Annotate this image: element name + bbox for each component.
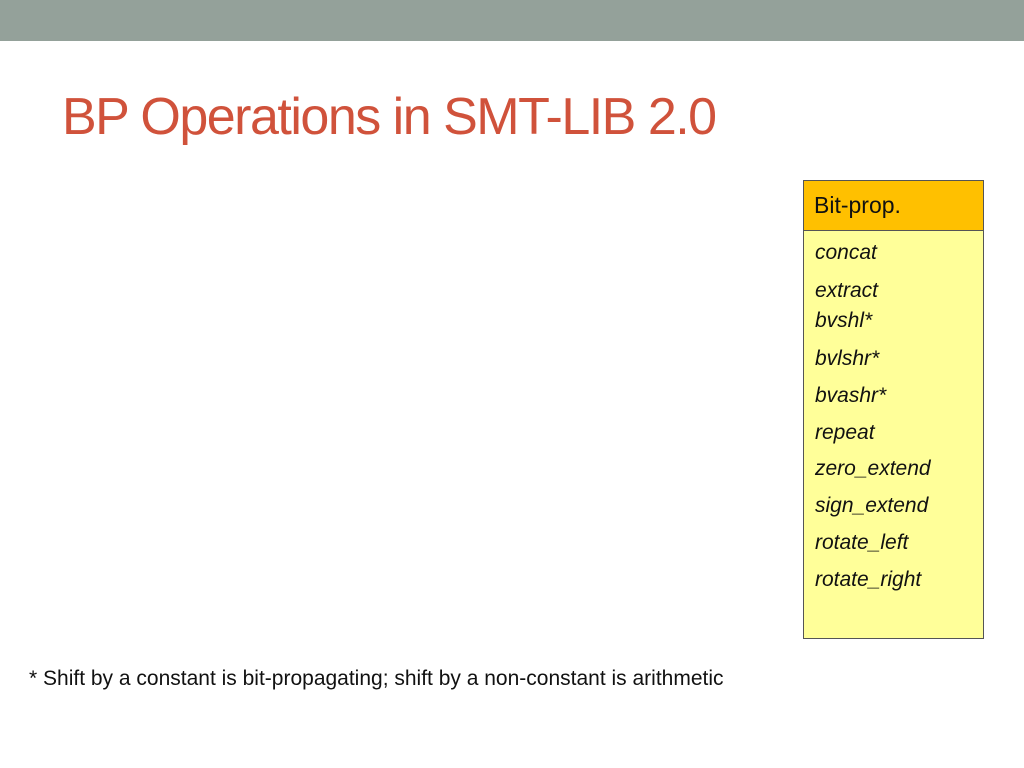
- operation-item: rotate_left: [815, 531, 909, 554]
- operation-item: bvshl*: [815, 309, 873, 332]
- slide-title: BP Operations in SMT-LIB 2.0: [62, 88, 716, 146]
- operation-item: bvlshr*: [815, 347, 880, 370]
- top-accent-bar: [0, 0, 1024, 41]
- bit-prop-table: [803, 180, 984, 639]
- operation-item: extract: [815, 279, 879, 302]
- operation-item: zero_extend: [815, 457, 931, 480]
- operation-item: rotate_right: [815, 568, 922, 591]
- table-header: Bit-prop.: [804, 181, 983, 231]
- operation-item: repeat: [815, 421, 875, 444]
- operation-item: concat: [815, 241, 877, 264]
- operation-item: bvashr*: [815, 384, 887, 407]
- operation-item: sign_extend: [815, 494, 929, 517]
- footnote: * Shift by a constant is bit-propagating; shift by a non-constant is arithmetic: [29, 667, 724, 690]
